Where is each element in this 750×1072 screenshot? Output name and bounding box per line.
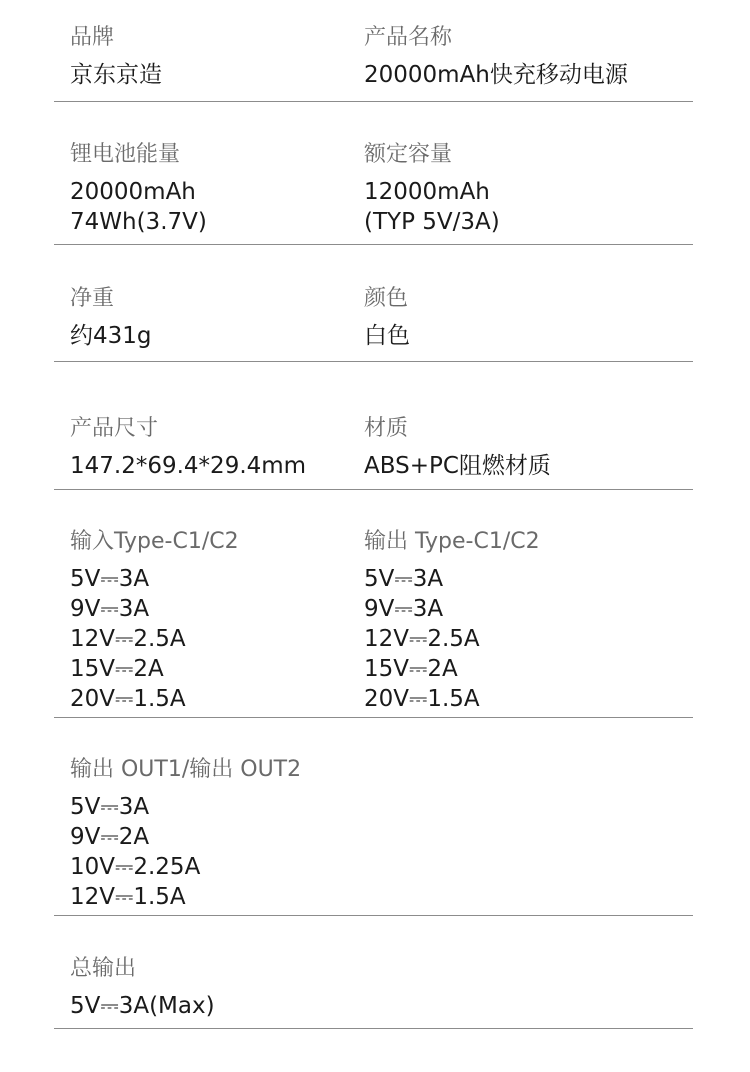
spec-color [364, 285, 410, 351]
spec-value-line: 74Wh(3.7V) [70, 209, 207, 235]
row-divider [54, 101, 693, 102]
spec-value: 20000mAh快充移动电源 [364, 62, 628, 88]
spec-rated-capacity [364, 141, 500, 237]
spec-label: 总输出 [70, 956, 137, 981]
spec-output-typec [364, 528, 540, 714]
row-divider [54, 244, 693, 245]
spec-value-line: 15V⎓2A [70, 656, 164, 682]
spec-value: ABS+PC阻燃材质 [364, 453, 551, 479]
row-divider [54, 915, 693, 916]
row-divider [54, 1028, 693, 1029]
spec-label: 品牌 [70, 25, 115, 50]
spec-label: 材质 [364, 416, 409, 441]
spec-value-line: 12V⎓2.5A [70, 626, 186, 652]
spec-brand [70, 24, 162, 90]
spec-value-line: 20V⎓1.5A [364, 686, 480, 712]
spec-value-line: 9V⎓3A [364, 596, 444, 622]
row-divider [54, 489, 693, 490]
spec-input-typec [70, 528, 239, 714]
spec-value-line: 20000mAh [70, 179, 196, 205]
spec-value-line: 12000mAh [364, 179, 490, 205]
spec-product-name [364, 24, 628, 90]
spec-value: 白色 [364, 323, 410, 349]
spec-value-line: 20V⎓1.5A [70, 686, 186, 712]
spec-output-usb [70, 756, 301, 912]
spec-battery-energy [70, 141, 207, 237]
spec-value: 约431g [70, 323, 152, 349]
spec-value-lines [364, 177, 500, 237]
spec-value: 147.2*69.4*29.4mm [70, 453, 307, 479]
spec-label: 输出 OUT1/输出 OUT2 [70, 757, 302, 782]
spec-label: 净重 [70, 286, 115, 311]
spec-label: 输出 Type-C1/C2 [364, 529, 540, 554]
spec-dimensions [70, 415, 306, 481]
spec-value-line: 5V⎓3A [70, 794, 150, 820]
spec-label: 颜色 [364, 286, 409, 311]
spec-value-line: 12V⎓1.5A [70, 884, 186, 910]
spec-value-lines [70, 177, 207, 237]
spec-value-line: (TYP 5V/3A) [364, 209, 500, 235]
spec-value-line: 9V⎓3A [70, 596, 150, 622]
spec-label: 锂电池能量 [70, 142, 181, 167]
spec-label: 产品名称 [364, 25, 453, 50]
spec-label: 产品尺寸 [70, 416, 159, 441]
spec-total-output [70, 955, 215, 1021]
spec-value-line: 10V⎓2.25A [70, 854, 201, 880]
spec-value-line: 12V⎓2.5A [364, 626, 480, 652]
spec-value-line: 9V⎓2A [70, 824, 150, 850]
spec-label: 额定容量 [364, 142, 453, 167]
spec-value: 5V⎓3A(Max) [70, 993, 215, 1019]
spec-value: 京东京造 [70, 62, 162, 88]
spec-value-line: 5V⎓3A [364, 566, 444, 592]
spec-value-line: 15V⎓2A [364, 656, 458, 682]
spec-value-lines [364, 564, 540, 714]
row-divider [54, 361, 693, 362]
spec-label: 输入Type-C1/C2 [70, 529, 239, 554]
spec-net-weight [70, 285, 152, 351]
spec-value-lines [70, 792, 301, 912]
spec-value-lines [70, 564, 239, 714]
row-divider [54, 717, 693, 718]
spec-material [364, 415, 551, 481]
spec-value-line: 5V⎓3A [70, 566, 150, 592]
